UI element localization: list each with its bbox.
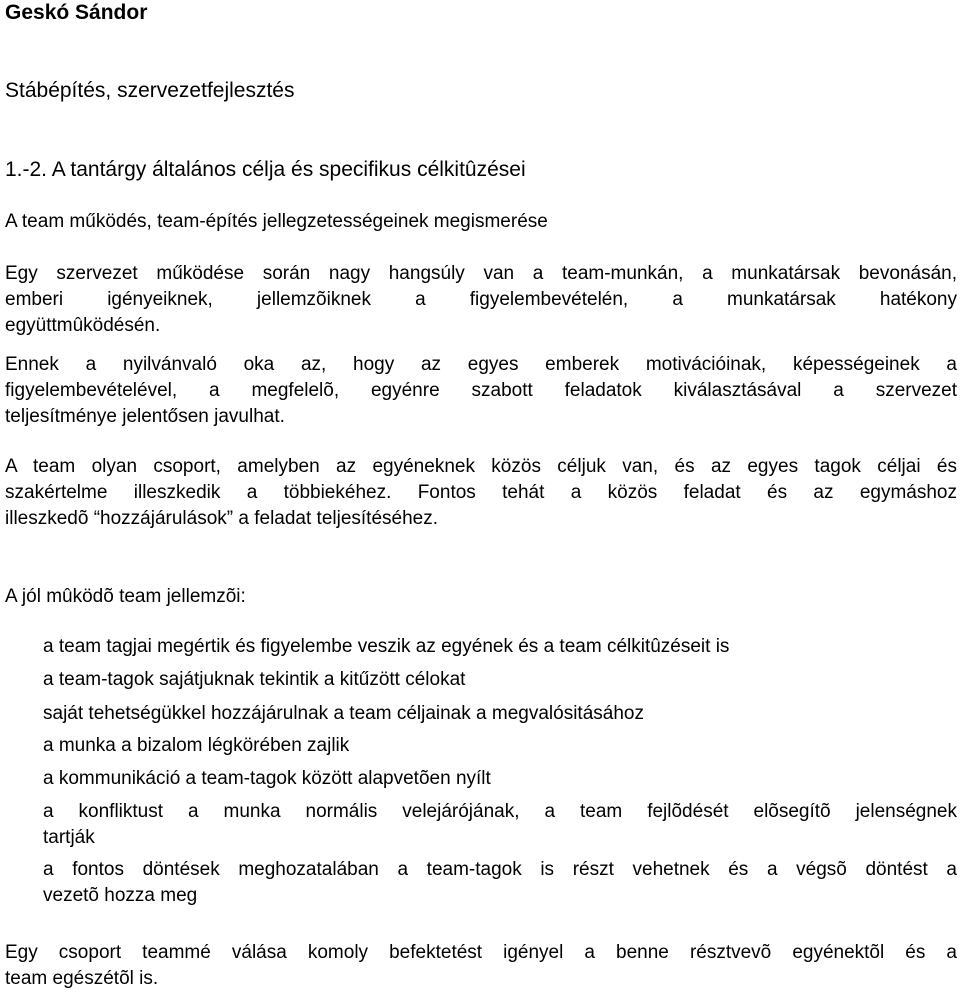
closing-paragraph (5, 940, 957, 992)
list-item-text: a fontos döntések meghozatalában a team-tagok is részt vehetnek és a végsõ döntést a (43, 859, 957, 880)
list-item (43, 799, 957, 851)
paragraph-line: A team olyan csoport, amelyben az egyéneknek közös céljuk van, és az egyes tagok céljai és (5, 456, 957, 477)
list-item (43, 634, 957, 660)
paragraph-line: illeszkedõ “hozzájárulások” a feladat teljesítéséhez. (5, 508, 439, 529)
list-item (43, 733, 957, 759)
intro-paragraph: A team működés, team-építés jellegzetességeinek megismerése (5, 211, 548, 232)
list-item-text: vezetõ hozza meg (43, 885, 198, 906)
paragraph-team-work (5, 261, 957, 339)
list-item-text: a konfliktust a munka normális velejárójának, a team fejlõdését elõsegítõ jelenségnek (43, 801, 957, 822)
paragraph-line: Egy szervezet működése során nagy hangsúly van a team-munkán, a munkatársak bevonásán, (5, 263, 957, 284)
paragraph-line: együttmûködésén. (5, 315, 161, 336)
list-item-text: a kommunikáció a team-tagok között alapvetõen nyílt (43, 768, 491, 789)
paragraph-line: Egy csoport teammé válása komoly befektetést igényel a benne résztvevõ egyénektõl és a (5, 942, 957, 963)
list-item (43, 766, 957, 792)
list-item-text: a team-tagok sajátjuknak tekintik a kitűzött célokat (43, 669, 466, 690)
list-item-text: saját tehetségükkel hozzájárulnak a team céljainak a megvalósitásához (43, 703, 644, 724)
list-item-text: a munka a bizalom légkörében zajlik (43, 735, 350, 756)
author-name: Geskó Sándor (5, 1, 148, 24)
list-title: A jól mûködõ team jellemzõi: (5, 586, 246, 607)
list-item-text: a team tagjai megértik és figyelembe veszik az egyének és a team célkitûzéseit is (43, 636, 730, 657)
section-heading: 1.-2. A tantárgy általános célja és specifikus célkitûzései (5, 158, 526, 181)
list-item-text: tartják (43, 827, 95, 848)
list-item (43, 857, 957, 909)
list-item (43, 667, 957, 693)
document-subtitle: Stábépítés, szervezetfejlesztés (5, 79, 295, 102)
paragraph-line: szakértelme illeszkedik a többiekéhez. Fontos tehát a közös feladat és az egymáshoz (5, 482, 957, 503)
paragraph-line: figyelembevételével, a megfelelõ, egyénre szabott feladatok kiválasztásával a szervezet (5, 380, 957, 401)
paragraph-line: Ennek a nyilvánvaló oka az, hogy az egyes emberek motivációinak, képességeinek a (5, 354, 957, 375)
paragraph-line: teljesítménye jelentősen javulhat. (5, 406, 285, 427)
paragraph-line: emberi igényeiknek, jellemzõiknek a figyelembevételén, a munkatársak hatékony (5, 289, 957, 310)
list-item (43, 701, 957, 727)
paragraph-line: team egészétõl is. (5, 968, 159, 989)
paragraph-team-definition (5, 454, 957, 532)
paragraph-motivation (5, 352, 957, 430)
